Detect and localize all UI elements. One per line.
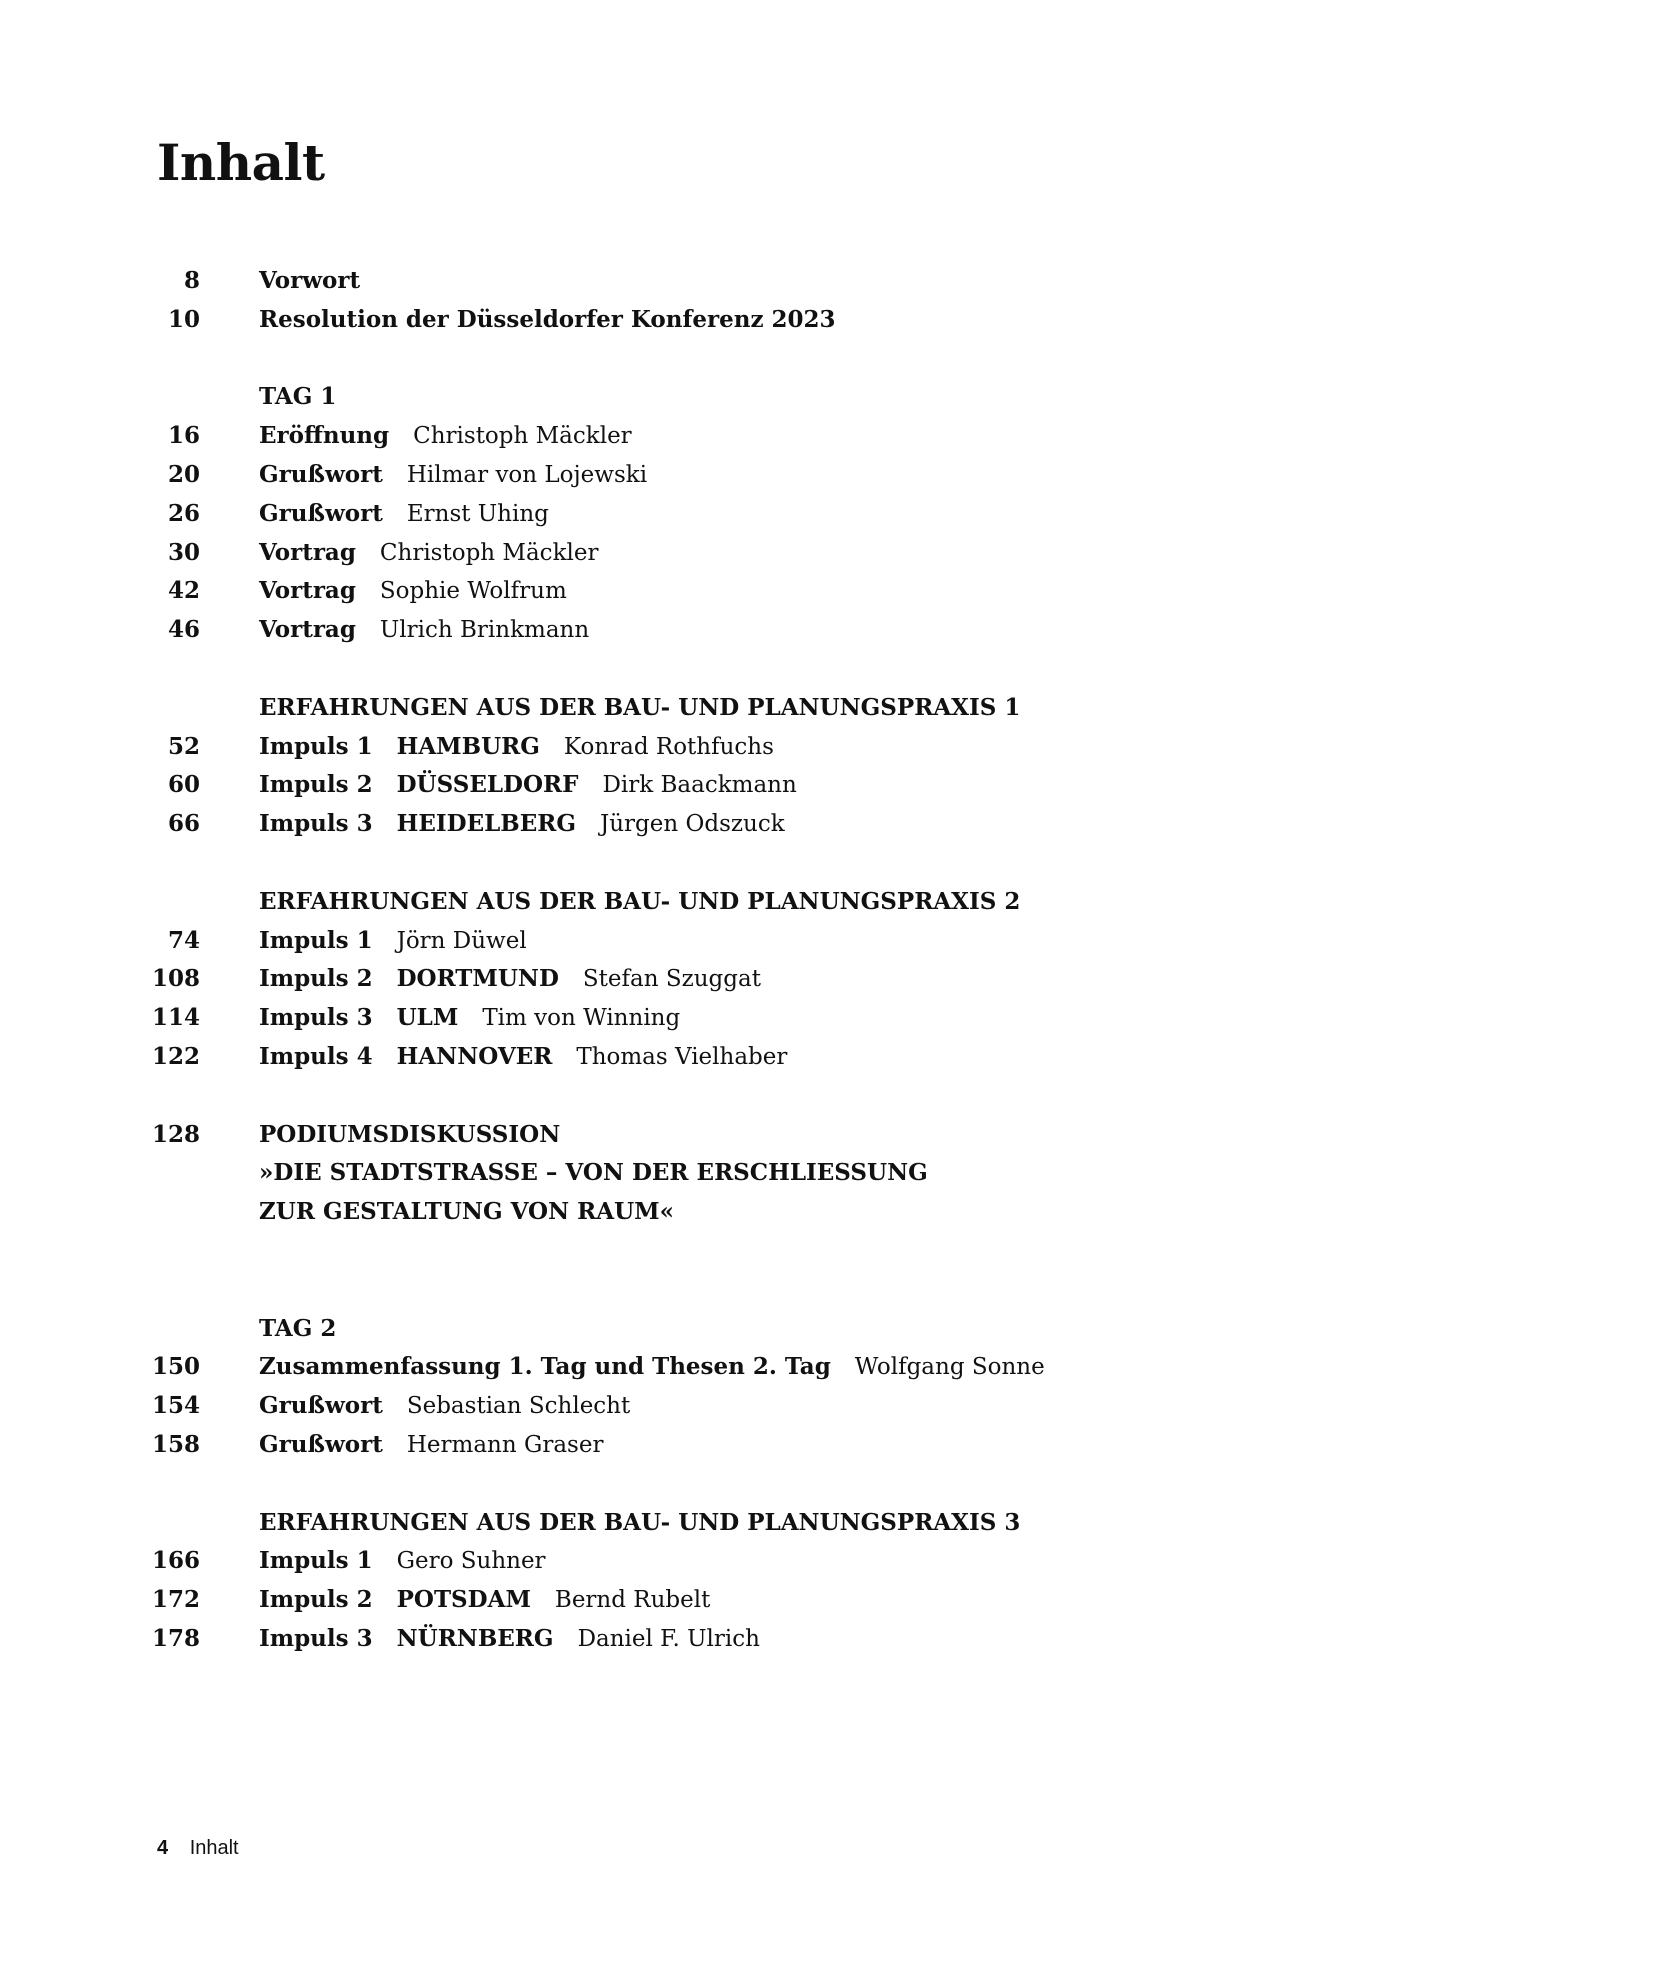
toc-entry-author: Sophie Wolfrum <box>379 578 567 605</box>
toc-entry <box>0 611 1654 650</box>
toc-entry-label: Impuls 4 <box>259 1042 373 1070</box>
toc-entry-label: Eröffnung <box>259 422 390 450</box>
toc-entry-label: ERFAHRUNGEN AUS DER BAU- UND PLANUNGSPRAXIS 2 <box>259 887 1021 915</box>
toc-entry-author: Dirk Baackmann <box>602 772 797 799</box>
toc-entry-label: HAMBURG <box>396 732 540 760</box>
toc-page-number: 108 <box>151 965 200 993</box>
toc-entry <box>0 1038 1654 1077</box>
toc-entry-text <box>259 495 549 534</box>
toc-entry-label: ERFAHRUNGEN AUS DER BAU- UND PLANUNGSPRAXIS 1 <box>259 693 1021 721</box>
toc-entry-text <box>259 1387 630 1426</box>
toc-page-number: 178 <box>151 1624 200 1652</box>
toc-entry-label: Vortrag <box>259 616 356 644</box>
toc-entry-text <box>259 611 589 650</box>
toc-entry-label: Resolution der Düsseldorfer Konferenz 2023 <box>259 305 836 333</box>
toc-entry-text <box>259 728 774 767</box>
toc-entry-label: DORTMUND <box>396 965 559 993</box>
toc-entry-label: Impuls 2 <box>259 1586 373 1614</box>
toc-spacer <box>0 1271 1654 1310</box>
toc-page-number: 30 <box>167 538 200 566</box>
toc-page-number: 52 <box>167 732 200 760</box>
toc-entry-label: ERFAHRUNGEN AUS DER BAU- UND PLANUNGSPRAXIS 3 <box>259 1508 1021 1536</box>
toc-entry-text <box>259 378 336 417</box>
toc-entry <box>0 1193 1654 1232</box>
toc-entry-author: Ulrich Brinkmann <box>379 617 590 644</box>
toc-entry-label: POTSDAM <box>396 1586 531 1614</box>
toc-entry-label: Impuls 1 <box>259 732 373 760</box>
toc-entry <box>0 922 1654 961</box>
toc-entry-label: Vortrag <box>259 538 356 566</box>
toc-page-number: 20 <box>167 460 200 488</box>
toc-entry <box>0 534 1654 573</box>
toc-entry-author: Gero Suhner <box>396 1548 546 1575</box>
toc-entry <box>0 1542 1654 1581</box>
toc-entry-text <box>259 572 567 611</box>
toc-page-number: 114 <box>151 1004 200 1032</box>
toc-entry <box>0 495 1654 534</box>
toc-spacer <box>0 1077 1654 1116</box>
toc-entry-text <box>259 883 1020 922</box>
toc-entry-label: »DIE STADTSTRASSE – VON DER ERSCHLIESSUNG <box>259 1159 928 1187</box>
toc-entry-author: Hilmar von Lojewski <box>406 461 648 488</box>
toc-entry-text <box>259 922 527 961</box>
toc-spacer <box>0 1465 1654 1504</box>
toc-entry <box>0 805 1654 844</box>
toc-entry-text <box>259 1154 928 1193</box>
toc-entry <box>0 960 1654 999</box>
toc-entry <box>0 728 1654 767</box>
toc-entry-text <box>259 301 836 340</box>
toc-entry <box>0 417 1654 456</box>
toc-entry-text <box>259 689 1020 728</box>
toc-entry <box>0 1116 1654 1155</box>
toc-entry-label: TAG 2 <box>259 1314 337 1342</box>
toc-page-number: 154 <box>151 1392 200 1420</box>
toc-entry-text <box>259 1426 603 1465</box>
toc-entry-text <box>259 999 680 1038</box>
toc-entry <box>0 1426 1654 1465</box>
footer-label: Inhalt <box>189 1837 239 1859</box>
toc-page-number: 10 <box>167 305 200 333</box>
toc-entry-text <box>259 1310 336 1349</box>
toc-spacer <box>0 650 1654 689</box>
toc-entry-text <box>259 417 632 456</box>
toc-entry-text <box>259 766 797 805</box>
footer-page-number: 4 <box>157 1837 169 1859</box>
toc-entry-label: Grußwort <box>259 460 383 488</box>
toc-entry <box>0 689 1654 728</box>
toc-entry-author: Thomas Vielhaber <box>576 1043 788 1070</box>
toc-page-number: 16 <box>167 422 200 450</box>
toc-entry-author: Sebastian Schlecht <box>406 1393 631 1420</box>
toc-page-number: 122 <box>151 1042 200 1070</box>
toc-entry-author: Jörn Düwel <box>396 927 527 954</box>
toc-entry-text <box>259 805 785 844</box>
toc-entry-label: Grußwort <box>259 1392 383 1420</box>
toc-entry-label: ZUR GESTALTUNG VON RAUM« <box>259 1198 674 1226</box>
toc-entry-label: Vortrag <box>259 577 356 605</box>
toc-entry-author: Christoph Mäckler <box>413 423 632 450</box>
toc-page-number: 74 <box>167 926 200 954</box>
toc-page-number: 46 <box>167 616 200 644</box>
toc-page-number: 26 <box>167 499 200 527</box>
toc-page-number: 8 <box>183 267 200 294</box>
toc-entry-label: Zusammenfassung 1. Tag und Thesen 2. Tag <box>259 1353 831 1381</box>
toc-page-number: 150 <box>151 1353 200 1381</box>
toc-entry-label: Impuls 1 <box>259 1547 373 1575</box>
toc-spacer <box>0 844 1654 883</box>
toc-entry-text <box>259 262 360 301</box>
toc-entry-label: Grußwort <box>259 499 383 527</box>
toc-entry-author: Daniel F. Ulrich <box>577 1625 760 1652</box>
toc-entry <box>0 1348 1654 1387</box>
toc-entry-label: Vorwort <box>259 267 361 294</box>
toc-page-number: 128 <box>151 1120 200 1148</box>
toc-entry <box>0 262 1654 301</box>
toc-entry-text <box>259 1038 787 1077</box>
toc-entry-author: Konrad Rothfuchs <box>563 733 774 760</box>
toc-entry-text <box>259 1193 674 1232</box>
toc-entry-label: HEIDELBERG <box>396 810 577 838</box>
table-of-contents <box>0 262 1654 1659</box>
toc-spacer <box>0 340 1654 379</box>
toc-entry-author: Bernd Rubelt <box>554 1587 711 1614</box>
toc-entry-label: Impuls 1 <box>259 926 373 954</box>
toc-entry <box>0 378 1654 417</box>
toc-entry-label: DÜSSELDORF <box>396 771 579 799</box>
toc-page-number: 172 <box>151 1586 200 1614</box>
toc-spacer <box>0 1232 1654 1271</box>
toc-entry-label: Grußwort <box>259 1430 383 1458</box>
toc-entry-text <box>259 1348 1045 1387</box>
toc-entry <box>0 766 1654 805</box>
toc-page-number: 66 <box>167 810 200 838</box>
page-footer <box>157 1836 239 1860</box>
toc-entry-text <box>259 1620 760 1659</box>
toc-entry-text <box>259 1581 710 1620</box>
toc-entry-text <box>259 456 647 495</box>
toc-entry-author: Hermann Graser <box>406 1431 604 1458</box>
toc-entry-label: TAG 1 <box>259 383 337 411</box>
toc-entry-label: PODIUMSDISKUSSION <box>259 1120 561 1148</box>
toc-entry-label: ULM <box>396 1004 459 1032</box>
toc-entry <box>0 1387 1654 1426</box>
toc-entry <box>0 1581 1654 1620</box>
toc-entry <box>0 999 1654 1038</box>
toc-page-number: 42 <box>167 577 200 605</box>
toc-entry <box>0 456 1654 495</box>
toc-entry-text <box>259 960 761 999</box>
toc-entry-label: Impuls 3 <box>259 1004 373 1032</box>
toc-entry <box>0 1154 1654 1193</box>
toc-entry-author: Christoph Mäckler <box>379 539 599 566</box>
toc-entry-text <box>259 1116 560 1155</box>
toc-entry <box>0 1310 1654 1349</box>
toc-entry-label: Impuls 3 <box>259 1624 373 1652</box>
toc-page-number: 158 <box>151 1430 200 1458</box>
toc-entry-text <box>259 1542 546 1581</box>
toc-page-number: 166 <box>151 1547 200 1575</box>
toc-entry-text <box>259 1504 1020 1543</box>
toc-entry <box>0 883 1654 922</box>
toc-entry <box>0 301 1654 340</box>
toc-entry-label: HANNOVER <box>396 1042 553 1070</box>
toc-entry-label: NÜRNBERG <box>396 1624 554 1652</box>
toc-entry-author: Wolfgang Sonne <box>854 1354 1045 1381</box>
toc-entry-author: Jürgen Odszuck <box>600 811 785 838</box>
toc-entry-label: Impuls 3 <box>259 810 373 838</box>
toc-page-number: 60 <box>167 771 200 799</box>
toc-entry-text <box>259 534 598 573</box>
toc-entry-label: Impuls 2 <box>259 965 373 993</box>
toc-entry <box>0 1620 1654 1659</box>
page-title: Inhalt <box>157 133 325 192</box>
toc-entry-author: Ernst Uhing <box>406 500 549 527</box>
toc-entry-author: Tim von Winning <box>482 1005 681 1032</box>
toc-entry <box>0 1504 1654 1543</box>
toc-entry-author: Stefan Szuggat <box>582 966 761 993</box>
toc-entry-label: Impuls 2 <box>259 771 373 799</box>
toc-entry <box>0 572 1654 611</box>
